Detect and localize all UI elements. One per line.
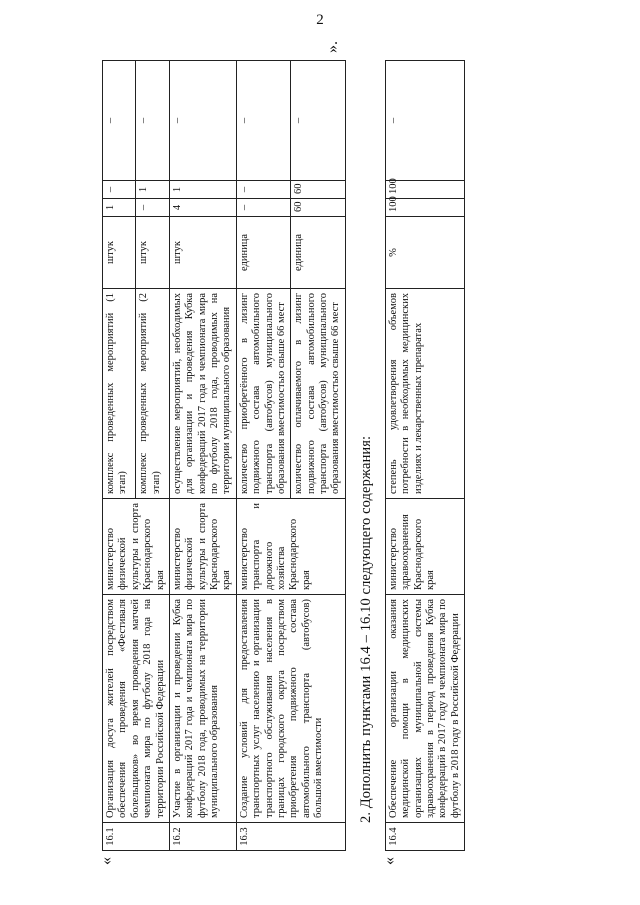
value-cell: – (291, 61, 346, 181)
executor-cell: министерство физической культуры и спорта Краснодарского края (169, 499, 236, 595)
unit-cell: % (385, 217, 464, 289)
unit-cell: единица (236, 217, 291, 289)
table-row (103, 61, 136, 851)
value-cell: 4 (169, 199, 236, 217)
value-cell: 1 (136, 181, 169, 199)
quote-open-1: « (98, 857, 115, 865)
value-cell: 100 (385, 181, 464, 199)
event-cell: Создание условий для предоставления транспортных услуг населению и организации транспортного обслуживания населения в границах городского округа посредством приобретения подвижного состава автомобильного транспорта (автобусов) большой вместимости (236, 595, 345, 823)
value-cell: 1 (169, 181, 236, 199)
value-cell: 100 (385, 199, 464, 217)
value-cell: – (236, 181, 291, 199)
indicator-cell: комплекс проведенных мероприятий (1 этап) (103, 289, 136, 499)
value-cell: 60 (291, 181, 346, 199)
table1-wrap (98, 41, 346, 865)
table-events (102, 60, 346, 851)
row-number: 16.3 (236, 823, 345, 851)
event-cell: Участие в организации и проведении Кубка конфедераций 2017 года и чемпионата мира по футболу 2018 года, проводимых на территории муниципального образования (169, 595, 236, 823)
row-number: 16.1 (103, 823, 170, 851)
value-cell: – (385, 61, 464, 181)
indicator-cell: комплекс проведенных мероприятий (2 этап) (136, 289, 169, 499)
table-row (169, 61, 236, 851)
indicator-cell: количество оплачиваемого в лизинг подвижного состава автомобильного транспорта (автобусов) муниципального образования вместимостью свыше 66 мест (291, 289, 346, 499)
row-number: 16.4 (385, 823, 464, 851)
rotated-content (98, 41, 522, 865)
value-cell: – (169, 61, 236, 181)
event-cell: Организация досуга жителей посредством обеспечения проведения «Фестиваля болельщиков» во время проведения матчей чемпионата мира по футболу 2018 года на территории Российской Федерации (103, 595, 170, 823)
value-cell: – (103, 181, 136, 199)
value-cell: – (236, 199, 291, 217)
executor-cell: министерство транспорта и дорожного хозяйства Краснодарского края (236, 499, 345, 595)
value-cell: – (236, 61, 291, 181)
executor-cell: министерство физической культуры и спорта Краснодарского края (103, 499, 170, 595)
unit-cell: штук (103, 217, 136, 289)
value-cell: – (103, 61, 136, 181)
page-number: 2 (316, 12, 324, 28)
executor-cell: министерство здравоохранения Краснодарского края (385, 499, 464, 595)
value-cell: – (136, 199, 169, 217)
unit-cell: штук (169, 217, 236, 289)
table-row (385, 61, 464, 851)
indicator-cell: степень удовлетворения объемов потребности в необходимых медицинских изделиях и лекарственных препаратах (385, 289, 464, 499)
table2-wrap (380, 61, 465, 865)
quote-close-1: ». (324, 41, 341, 53)
intro-text: 2. Дополнить пунктами 16.4 – 16.10 следующего содержания: (357, 435, 374, 823)
indicator-cell: осуществление мероприятий, необходимых для организации и проведения Кубка конфедераций 2017 года и чемпионата мира по футболу 2018 года, проводимых на территории муниципального образования (169, 289, 236, 499)
table-row (236, 61, 291, 851)
quote-open-2: « (380, 857, 398, 865)
value-cell: – (136, 61, 169, 181)
table-new-items (385, 60, 465, 851)
event-cell: Обеспечение организации оказания медицинской помощи в медицинских организациях муниципальной системы здравоохранения в период проведения Кубка конфедераций в 2017 году и чемпионата мира по футболу в 2018 году в Российской Федерации (385, 595, 464, 823)
row-number: 16.2 (169, 823, 236, 851)
value-cell: 60 (291, 199, 346, 217)
unit-cell: штук (136, 217, 169, 289)
value-cell: 1 (103, 199, 136, 217)
unit-cell: единица (291, 217, 346, 289)
indicator-cell: количество приобретённого в лизинг подвижного состава автомобильного транспорта (автобусов) муниципального образования вместимостью свыше 66 мест (236, 289, 291, 499)
